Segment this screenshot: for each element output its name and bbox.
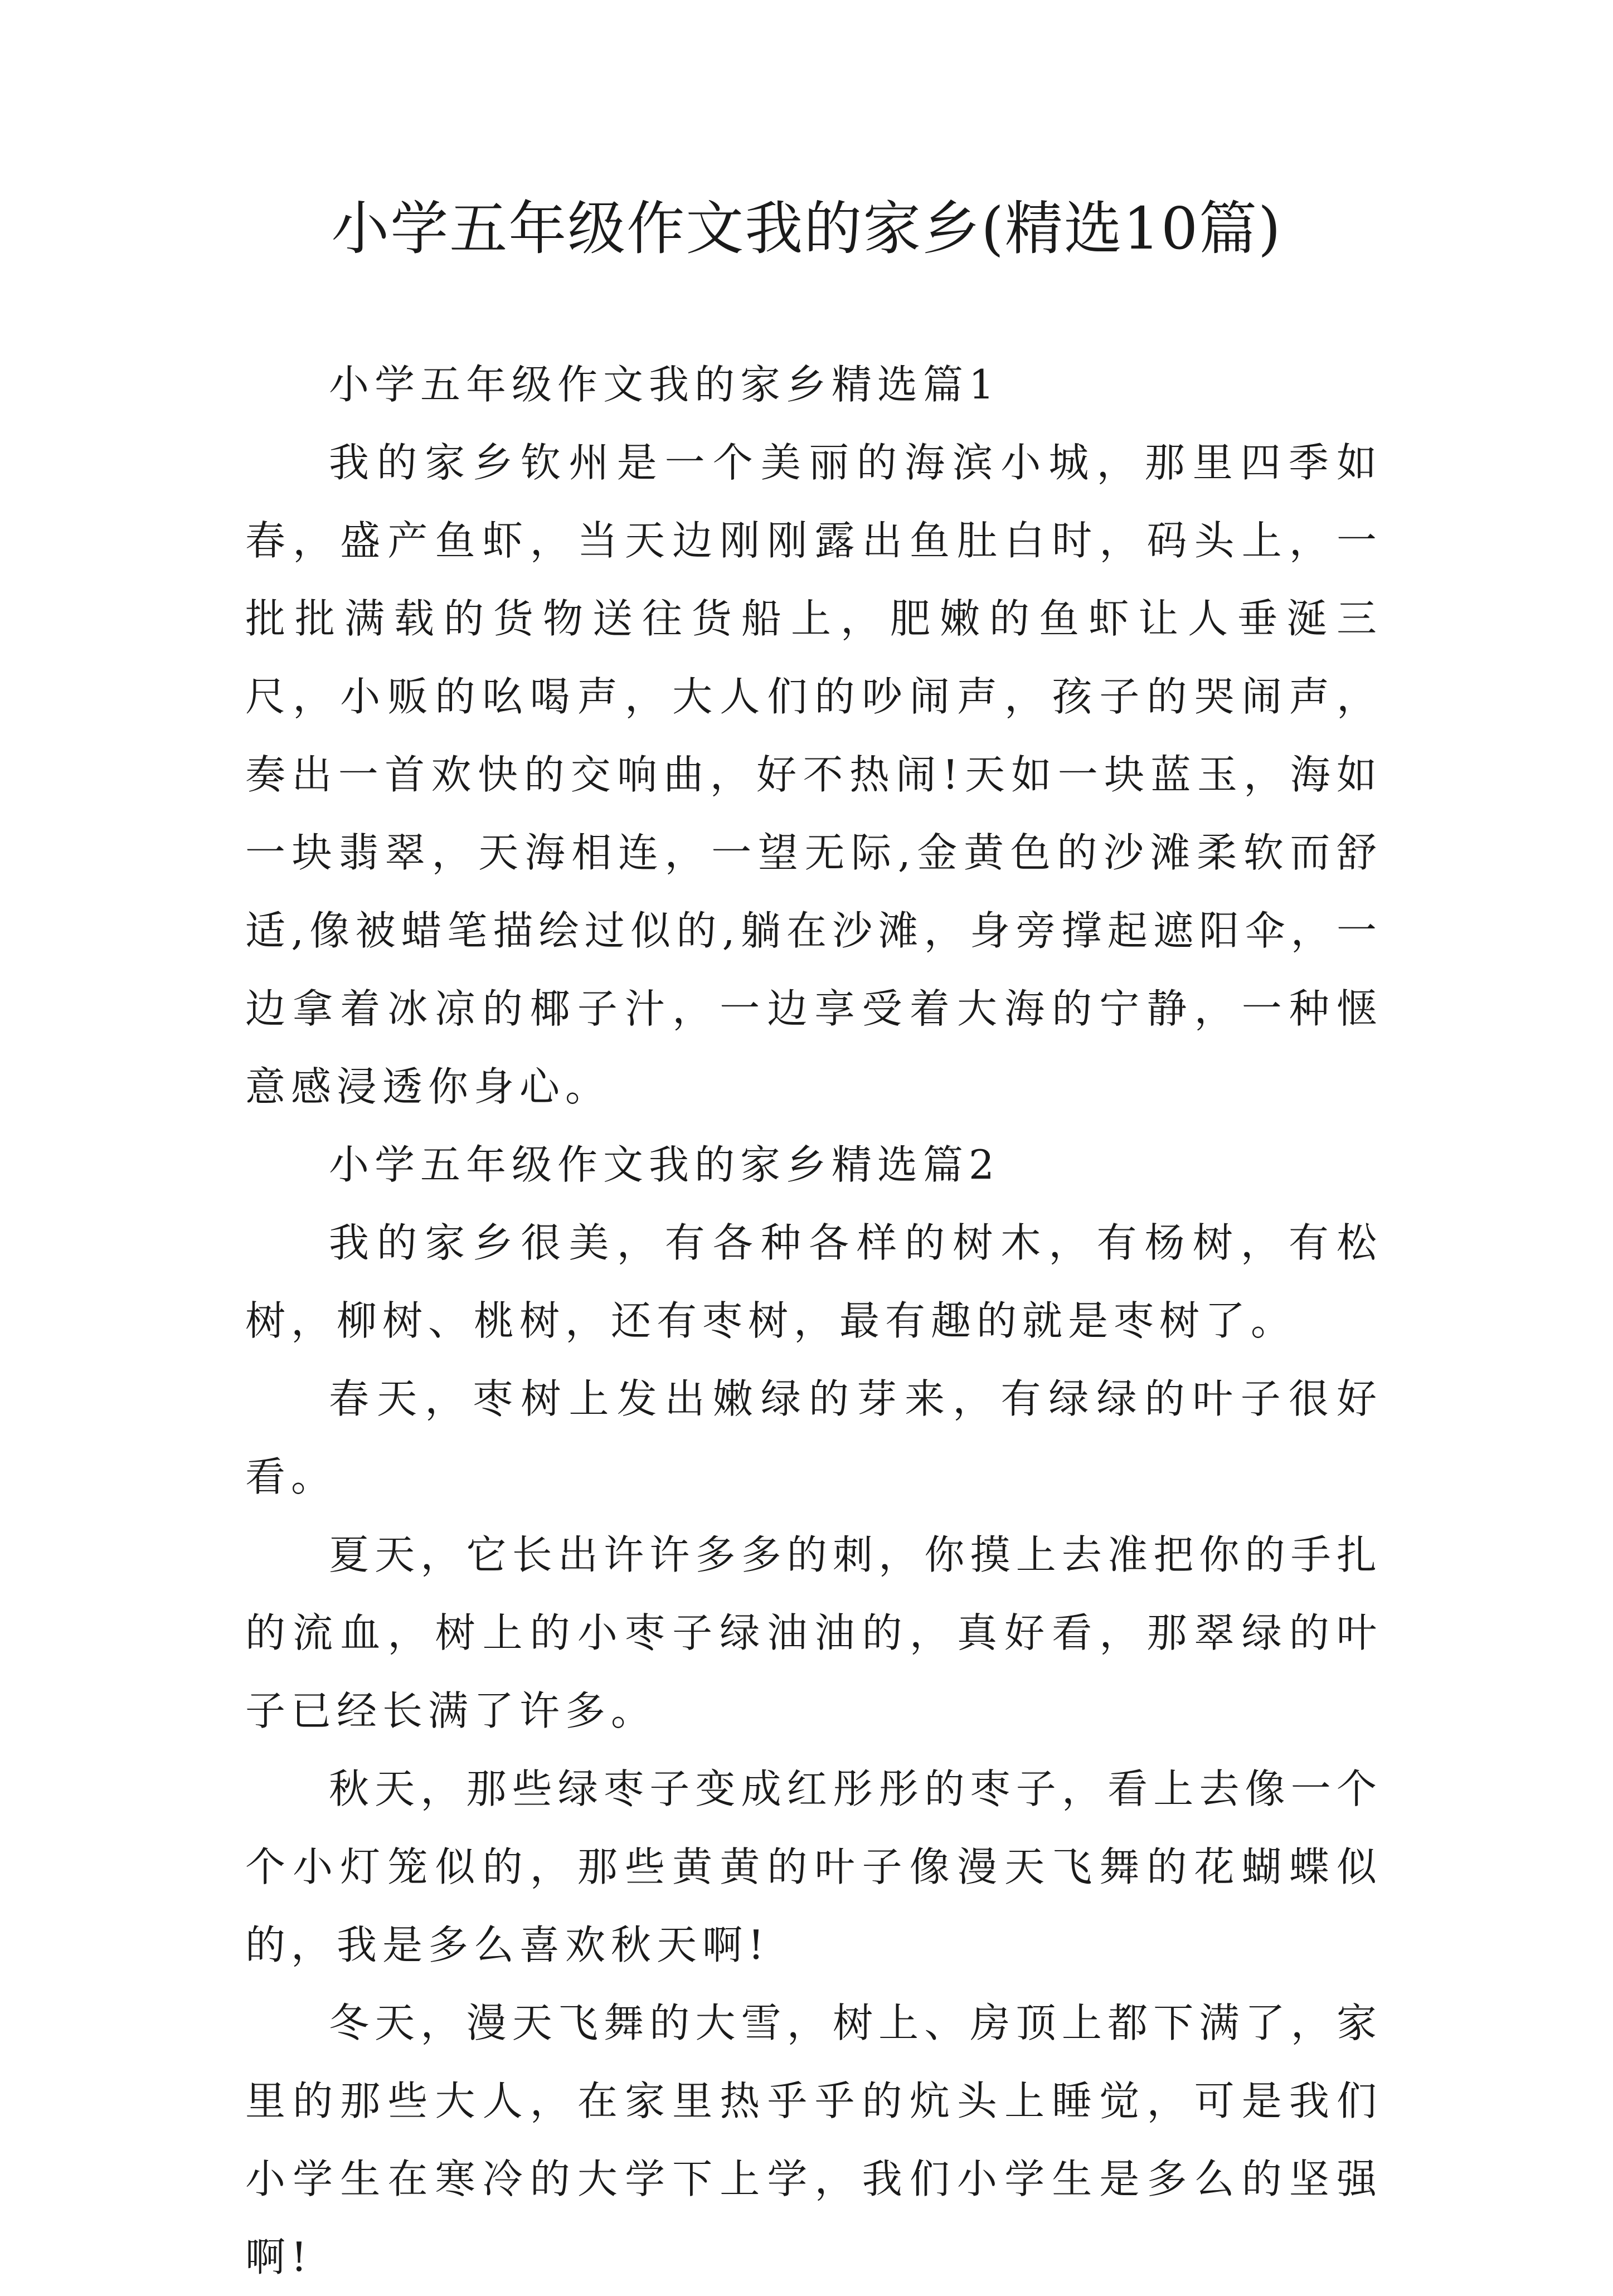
body-paragraph: 春天，枣树上发出嫩绿的芽来，有绿绿的叶子很好看。 xyxy=(245,1375,1382,1500)
body-paragraph: 夏天，它长出许许多多的刺，你摸上去准把你的手扎的流血，树上的小枣子绿油油的，真好看，那翠绿的叶子已经长满了许多。 xyxy=(245,1531,1382,1734)
body-paragraph: 我的家乡很美，有各种各样的树木，有杨树，有松树，柳树、桃树，还有枣树，最有趣的就是枣树了。 xyxy=(245,1219,1382,1344)
document-title: 小学五年级作文我的家乡(精选10篇) xyxy=(331,194,1282,262)
section-heading: 小学五年级作文我的家乡精选篇2 xyxy=(329,1141,1000,1188)
body-paragraph: 秋天，那些绿枣子变成红彤彤的枣子，看上去像一个个小灯笼似的，那些黄黄的叶子像漫天飞舞的花蝴蝶似的，我是多么喜欢秋天啊! xyxy=(245,1765,1382,1968)
section-heading: 小学五年级作文我的家乡精选篇1 xyxy=(329,361,1000,408)
body-paragraph: 我的家乡钦州是一个美丽的海滨小城，那里四季如春，盛产鱼虾，当天边刚刚露出鱼肚白时，码头上，一批批满载的货物送往货船上，肥嫩的鱼虾让人垂涎三尺，小贩的吆喝声，大人们的吵闹声，孩子的哭闹声，奏出一首欢快的交响曲，好不热闹!天如一块蓝玉，海如一块翡翠，天海相连，一望无际,金黄色的沙滩柔软而舒适,像被蜡笔描绘过似的,躺在沙滩，身旁撑起遮阳伞，一边拿着冰凉的椰子汁，一边享受着大海的宁静，一种惬意感浸透你身心。 xyxy=(245,439,1382,1110)
body-paragraph: 冬天，漫天飞舞的大雪，树上、房顶上都下满了，家里的那些大人，在家里热乎乎的炕头上睡觉，可是我们小学生在寒冷的大学下上学，我们小学生是多么的坚强啊! xyxy=(245,2000,1382,2280)
document-body xyxy=(245,346,1382,2296)
